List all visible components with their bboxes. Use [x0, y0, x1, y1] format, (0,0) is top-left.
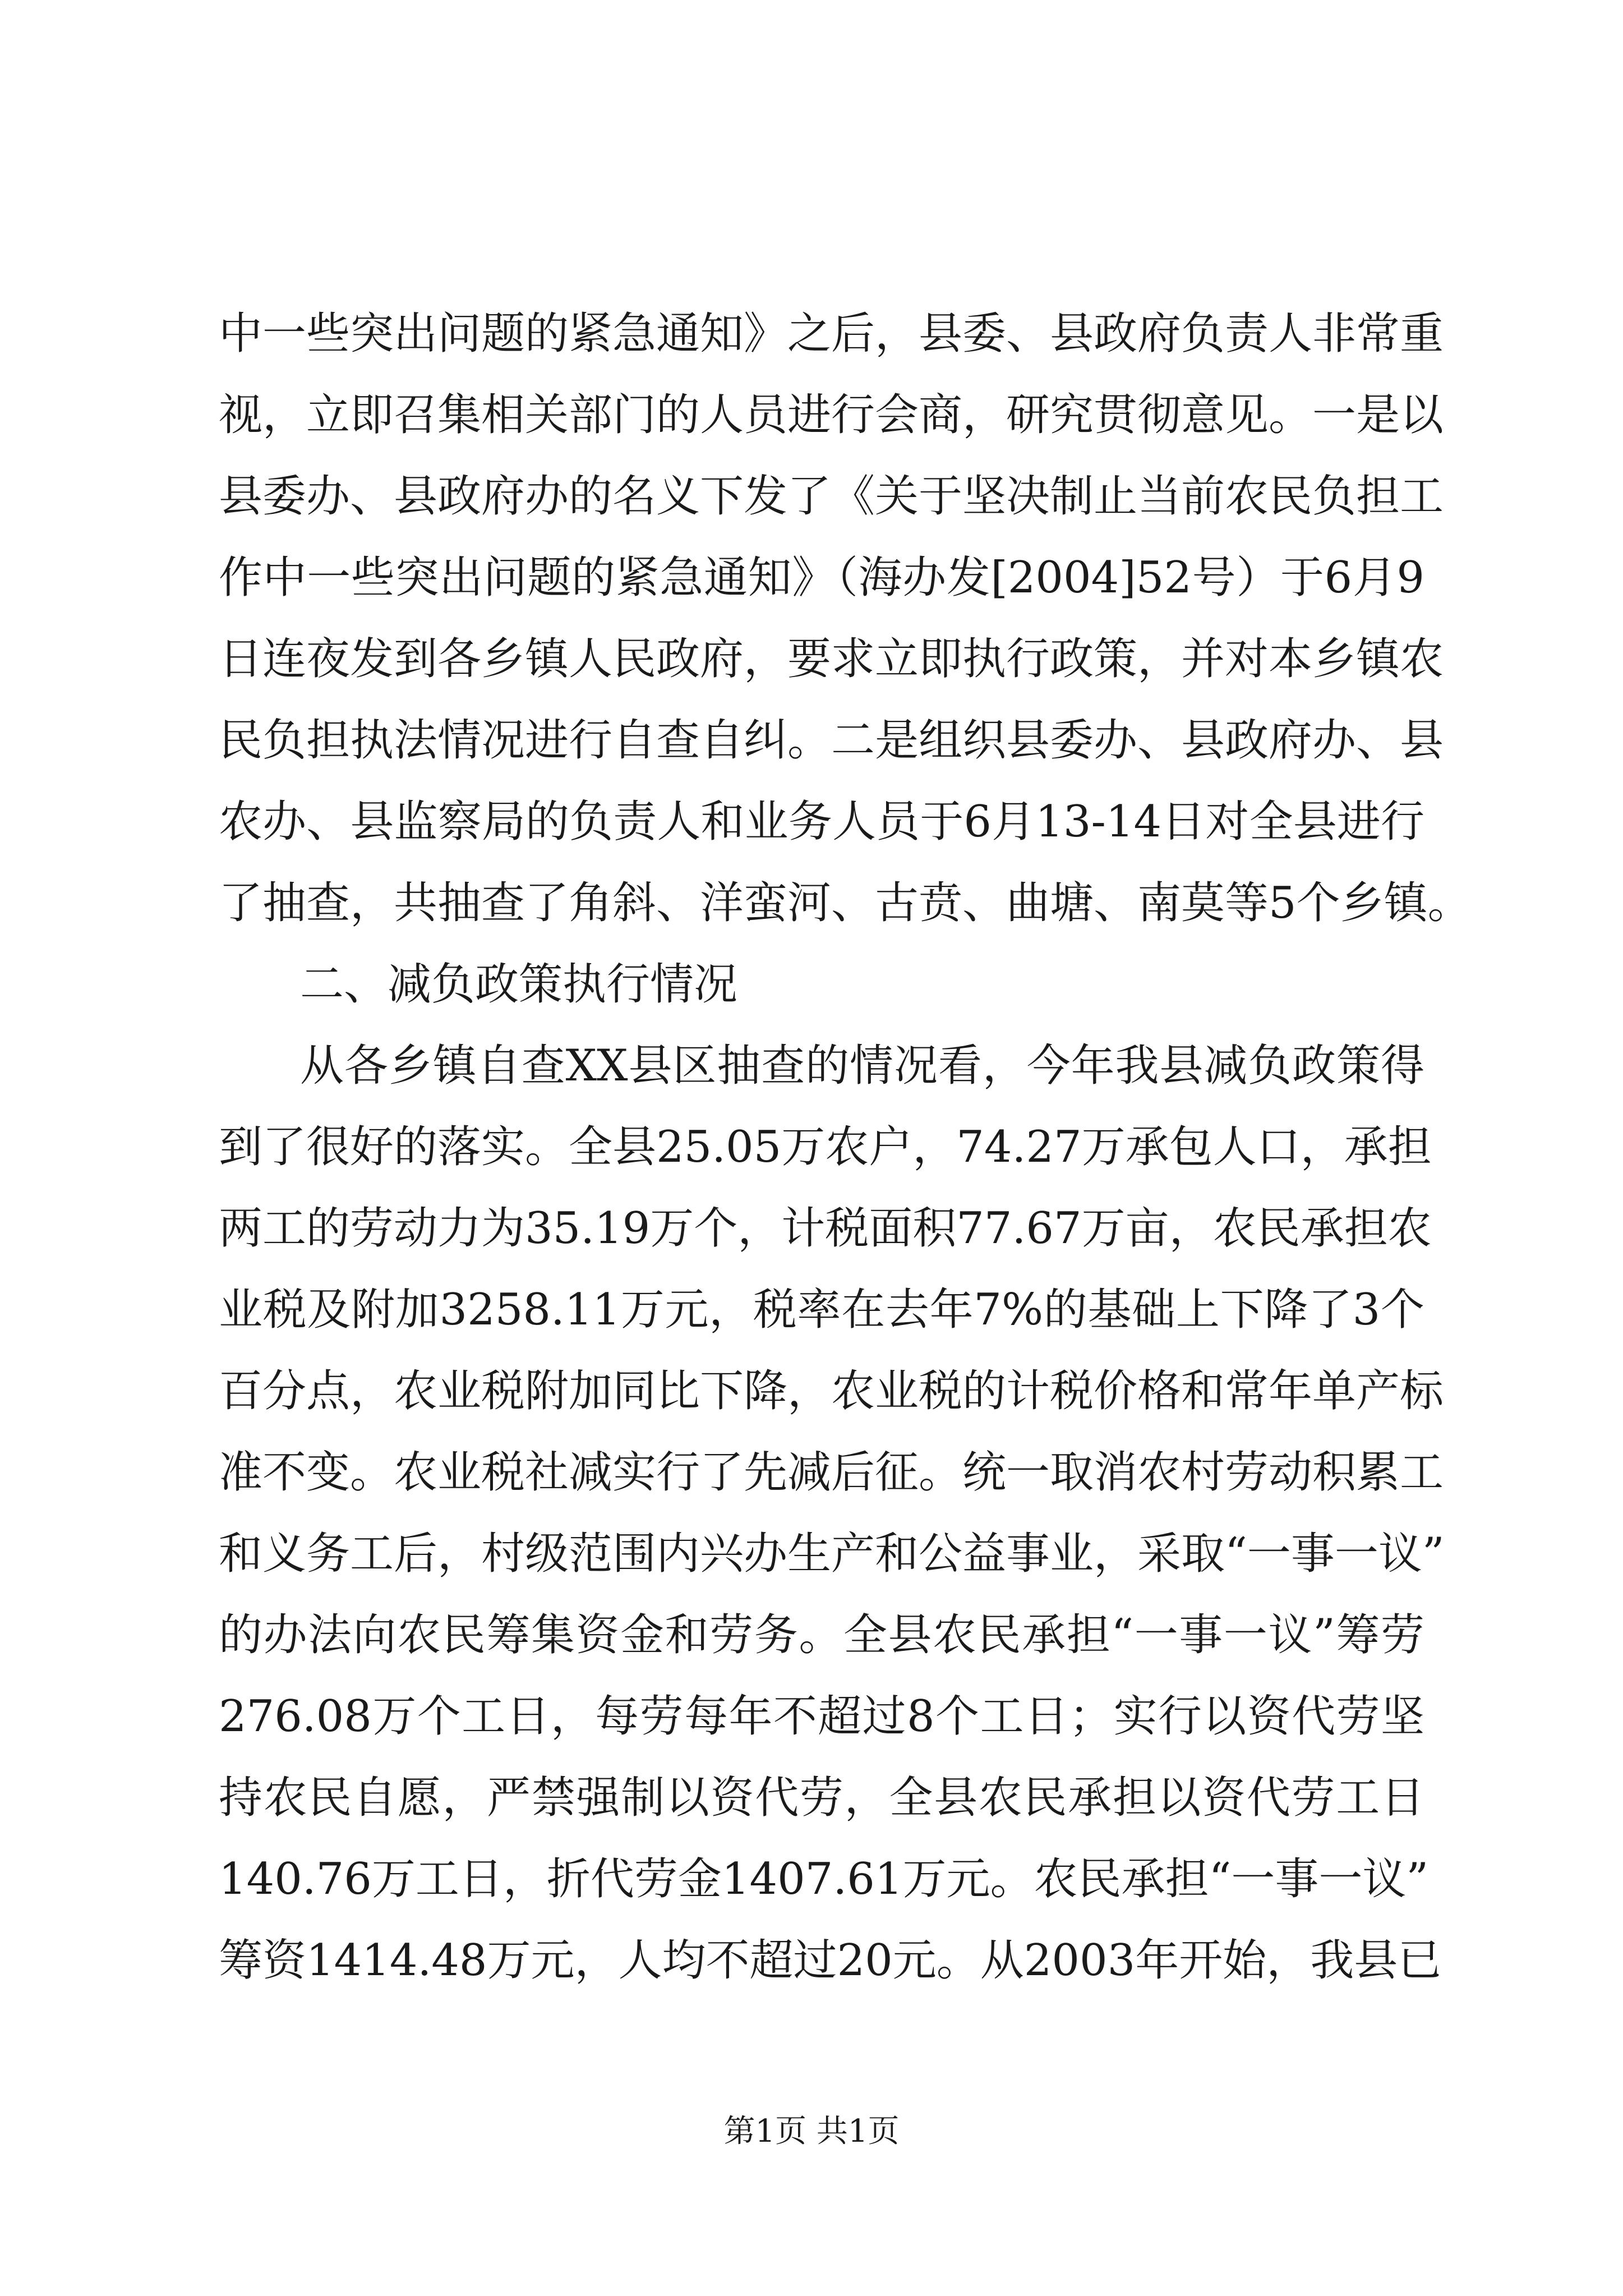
- text-line-1: 中一些突出问题的紧急通知》之后，县委、县政府负责人非常重: [219, 309, 1444, 359]
- text-line-11: 到了很好的落实。全县25.05万农户，74.27万承包人口，承担: [219, 1122, 1432, 1172]
- text-line-21: 筹资1414.48万元，人均不超过20元。从2003年开始，我县已: [219, 1935, 1442, 1986]
- text-line-14: 百分点，农业税附加同比下降，农业税的计税价格和常年单产标: [219, 1366, 1444, 1416]
- text-line-18: 276.08万个工日，每劳每年不超过8个工日；实行以资代劳坚: [219, 1691, 1424, 1742]
- page-number-footer: 第1页 共1页: [723, 2113, 900, 2150]
- text-line-2: 视，立即召集相关部门的人员进行会商，研究贯彻意见。一是以: [219, 390, 1444, 440]
- text-line-16: 和义务工后，村级范围内兴办生产和公益事业，采取“一事一议”: [219, 1529, 1445, 1579]
- text-line-19: 持农民自愿，严禁强制以资代劳，全县农民承担以资代劳工日: [219, 1773, 1424, 1823]
- text-line-3: 县委办、县政府办的名义下发了《关于坚决制止当前农民负担工: [219, 471, 1444, 522]
- text-line-5: 日连夜发到各乡镇人民政府，要求立即执行政策，并对本乡镇农: [219, 634, 1444, 684]
- text-line-20: 140.76万工日，折代劳金1407.61万元。农民承担“一事一议”: [219, 1854, 1429, 1904]
- text-line-4: 作中一些突出问题的紧急通知》（海办发[2004]52号）于6月9: [219, 553, 1424, 603]
- text-line-13: 业税及附加3258.11万元，税率在去年7%的基础上下降了3个: [219, 1285, 1424, 1335]
- text-line-6: 民负担执法情况进行自查自纠。二是组织县委办、县政府办、县: [219, 715, 1444, 766]
- text-line-17: 的办法向农民筹集资金和劳务。全县农民承担“一事一议”筹劳: [219, 1610, 1424, 1660]
- text-line-8: 了抽查，共抽查了角斜、洋蛮河、古贲、曲塘、南莫等5个乡镇。: [219, 878, 1472, 928]
- text-line-7: 农办、县监察局的负责人和业务人员于6月13-14日对全县进行: [219, 797, 1424, 847]
- section-heading: 二、减负政策执行情况: [300, 959, 738, 1010]
- text-line-10: 从各乡镇自查XX县区抽查的情况看，今年我县减负政策得: [300, 1041, 1424, 1091]
- text-line-15: 准不变。农业税社减实行了先减后征。统一取消农村劳动积累工: [219, 1447, 1444, 1498]
- text-line-12: 两工的劳动力为35.19万个，计税面积77.67万亩，农民承担农: [219, 1203, 1432, 1254]
